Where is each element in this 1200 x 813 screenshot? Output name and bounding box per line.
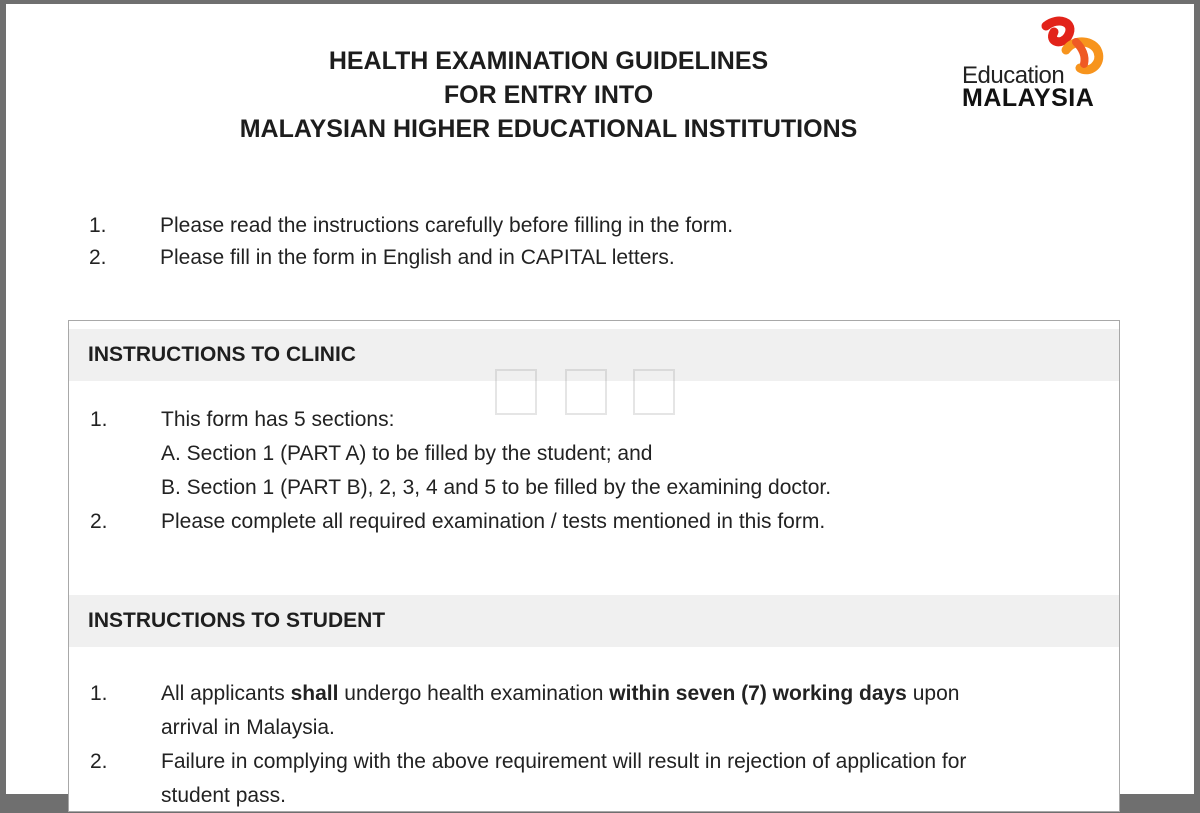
title-line-1: HEALTH EXAMINATION GUIDELINES <box>328 47 769 75</box>
document-page <box>6 4 1194 807</box>
title-line-2: FOR ENTRY INTO <box>443 81 654 109</box>
list-item-continuation <box>7 711 1195 745</box>
title-line-3: MALAYSIAN HIGHER EDUCATIONAL INSTITUTIONS <box>239 115 858 143</box>
list-item-number: 1. <box>89 214 107 237</box>
list-item-text: Failure in complying with the above requirement will result in rejection of application for <box>161 750 967 773</box>
text-segment: All applicants <box>161 682 291 705</box>
section-heading-student: INSTRUCTIONS TO STUDENT <box>69 595 1119 647</box>
list-item <box>7 745 1195 779</box>
list-item-text: B. Section 1 (PART B), 2, 3, 4 and 5 to be filled by the examining doctor. <box>161 476 832 499</box>
student-instructions-list <box>7 677 1195 813</box>
logo-text-malaysia: MALAYSIA <box>962 84 1095 112</box>
list-item <box>6 210 1194 242</box>
list-item <box>6 242 1194 274</box>
list-item-continuation <box>7 779 1195 813</box>
list-item-number: 2. <box>89 246 107 269</box>
list-item-number: 2. <box>90 750 108 773</box>
list-item <box>7 437 1195 471</box>
education-malaysia-logo <box>961 12 1111 112</box>
watermark-icon <box>494 364 714 424</box>
list-item <box>7 471 1195 505</box>
list-item-text: A. Section 1 (PART A) to be filled by the student; and <box>161 442 653 465</box>
list-item-text: student pass. <box>161 784 286 807</box>
text-segment: upon <box>906 682 960 705</box>
list-item-text: Please fill in the form in English and in CAPITAL letters. <box>160 246 675 269</box>
list-item-number: 2. <box>90 510 108 533</box>
section-heading-clinic: INSTRUCTIONS TO CLINIC <box>69 329 1119 381</box>
list-item-text: arrival in Malaysia. <box>161 716 335 739</box>
list-item-text <box>161 677 959 711</box>
logo-text-education: Education <box>962 62 1065 89</box>
list-item-text: This form has 5 sections: <box>161 408 395 431</box>
emphasis-text: within seven (7) working days <box>609 682 907 705</box>
list-item <box>7 677 1195 711</box>
general-instructions-list <box>6 210 1194 274</box>
emphasis-text: shall <box>290 682 339 705</box>
text-segment: undergo health examination <box>338 682 610 705</box>
list-item-number: 1. <box>90 682 108 705</box>
list-item-text: Please read the instructions carefully before filling in the form. <box>160 214 734 237</box>
list-item-text: Please complete all required examination / tests mentioned in this form. <box>161 510 826 533</box>
list-item <box>7 505 1195 539</box>
document-title <box>6 44 1091 146</box>
list-item-number: 1. <box>90 408 108 431</box>
